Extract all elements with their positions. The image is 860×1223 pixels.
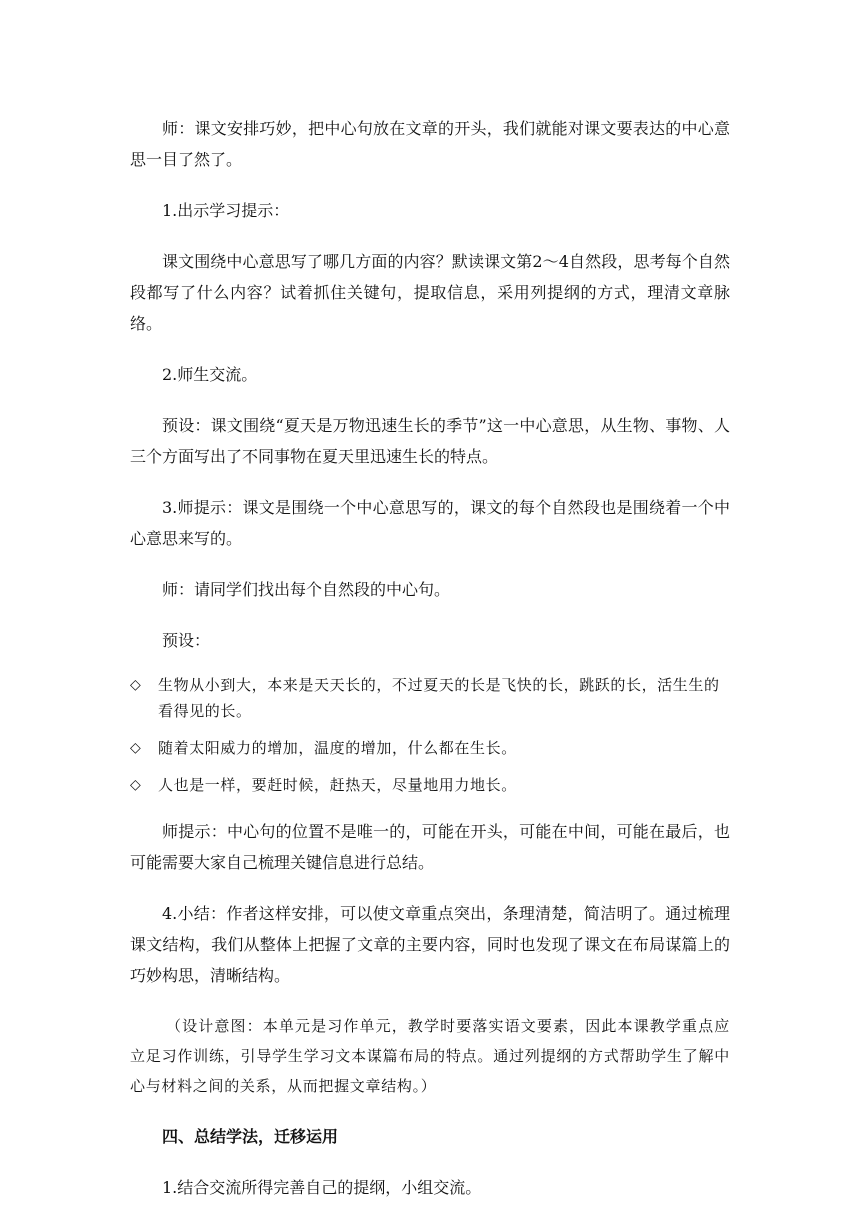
central-sentence-list	[130, 672, 730, 798]
list-item	[130, 772, 730, 798]
section-heading-4: 四、总结学法，迁移运用	[162, 1127, 339, 1146]
design-intent-note: （设计意图：本单元是习作单元，教学时要落实语文要素，因此本课教学重点应立足习作训练，引导学生学习文本谋篇布局的特点。通过列提纲的方式帮助学生了解中心与材料之间的关系，从而把握文章结构。）	[130, 1017, 730, 1095]
paragraph-teacher-summary: 师：课文安排巧妙，把中心句放在文章的开头，我们就能对课文要表达的中心意思一目了然了。	[130, 119, 730, 169]
paragraph-learning-prompt: 课文围绕中心意思写了哪几方面的内容？默读课文第2～4自然段，思考每个自然段都写了什么内容？试着抓住关键句，提取信息，采用列提纲的方式，理清文章脉络。	[130, 252, 730, 333]
paragraph-teacher-instruction: 师：请同学们找出每个自然段的中心句。	[162, 580, 451, 599]
paragraph-preset-answer: 预设：课文围绕“夏天是万物迅速生长的季节”这一中心意思，从生物、事物、人三个方面写出了不同事物在夏天里迅速生长的特点。	[130, 416, 730, 466]
step-4-summary: 4.小结：作者这样安排，可以使文章重点突出，条理清楚，简洁明了。通过梳理课文结构，我们从整体上把握了文章的主要内容，同时也发现了课文在布局谋篇上的巧妙构思，清晰结构。	[130, 904, 730, 985]
step-2-title: 2.师生交流。	[162, 365, 258, 384]
list-item-text: 随着太阳威力的增加，温度的增加，什么都在生长。	[158, 739, 517, 757]
step-1-title: 1.出示学习提示：	[162, 201, 290, 220]
diamond-bullet-icon: ◇	[130, 740, 141, 756]
section-4-step-1: 1.结合交流所得完善自己的提纲，小组交流。	[162, 1178, 482, 1197]
step-3-teacher-hint: 3.师提示：课文是围绕一个中心意思写的，课文的每个自然段也是围绕着一个中心意思来写的。	[130, 498, 730, 548]
diamond-bullet-icon: ◇	[130, 677, 141, 693]
document-body	[130, 113, 730, 1223]
diamond-bullet-icon: ◇	[130, 777, 141, 793]
preset-label: 预设：	[162, 631, 211, 650]
list-item-text: 生物从小到大，本来是天天长的，不过夏天的长是飞快的长，跳跃的长，活生生的看得见的长。	[158, 676, 720, 720]
paragraph-teacher-hint: 师提示：中心句的位置不是唯一的，可能在开头，可能在中间，可能在最后，也可能需要大家自己梳理关键信息进行总结。	[130, 822, 730, 872]
list-item	[130, 735, 730, 761]
list-item-text: 人也是一样，要赶时候，赶热天，尽量地用力地长。	[158, 776, 517, 794]
list-item	[130, 672, 730, 724]
